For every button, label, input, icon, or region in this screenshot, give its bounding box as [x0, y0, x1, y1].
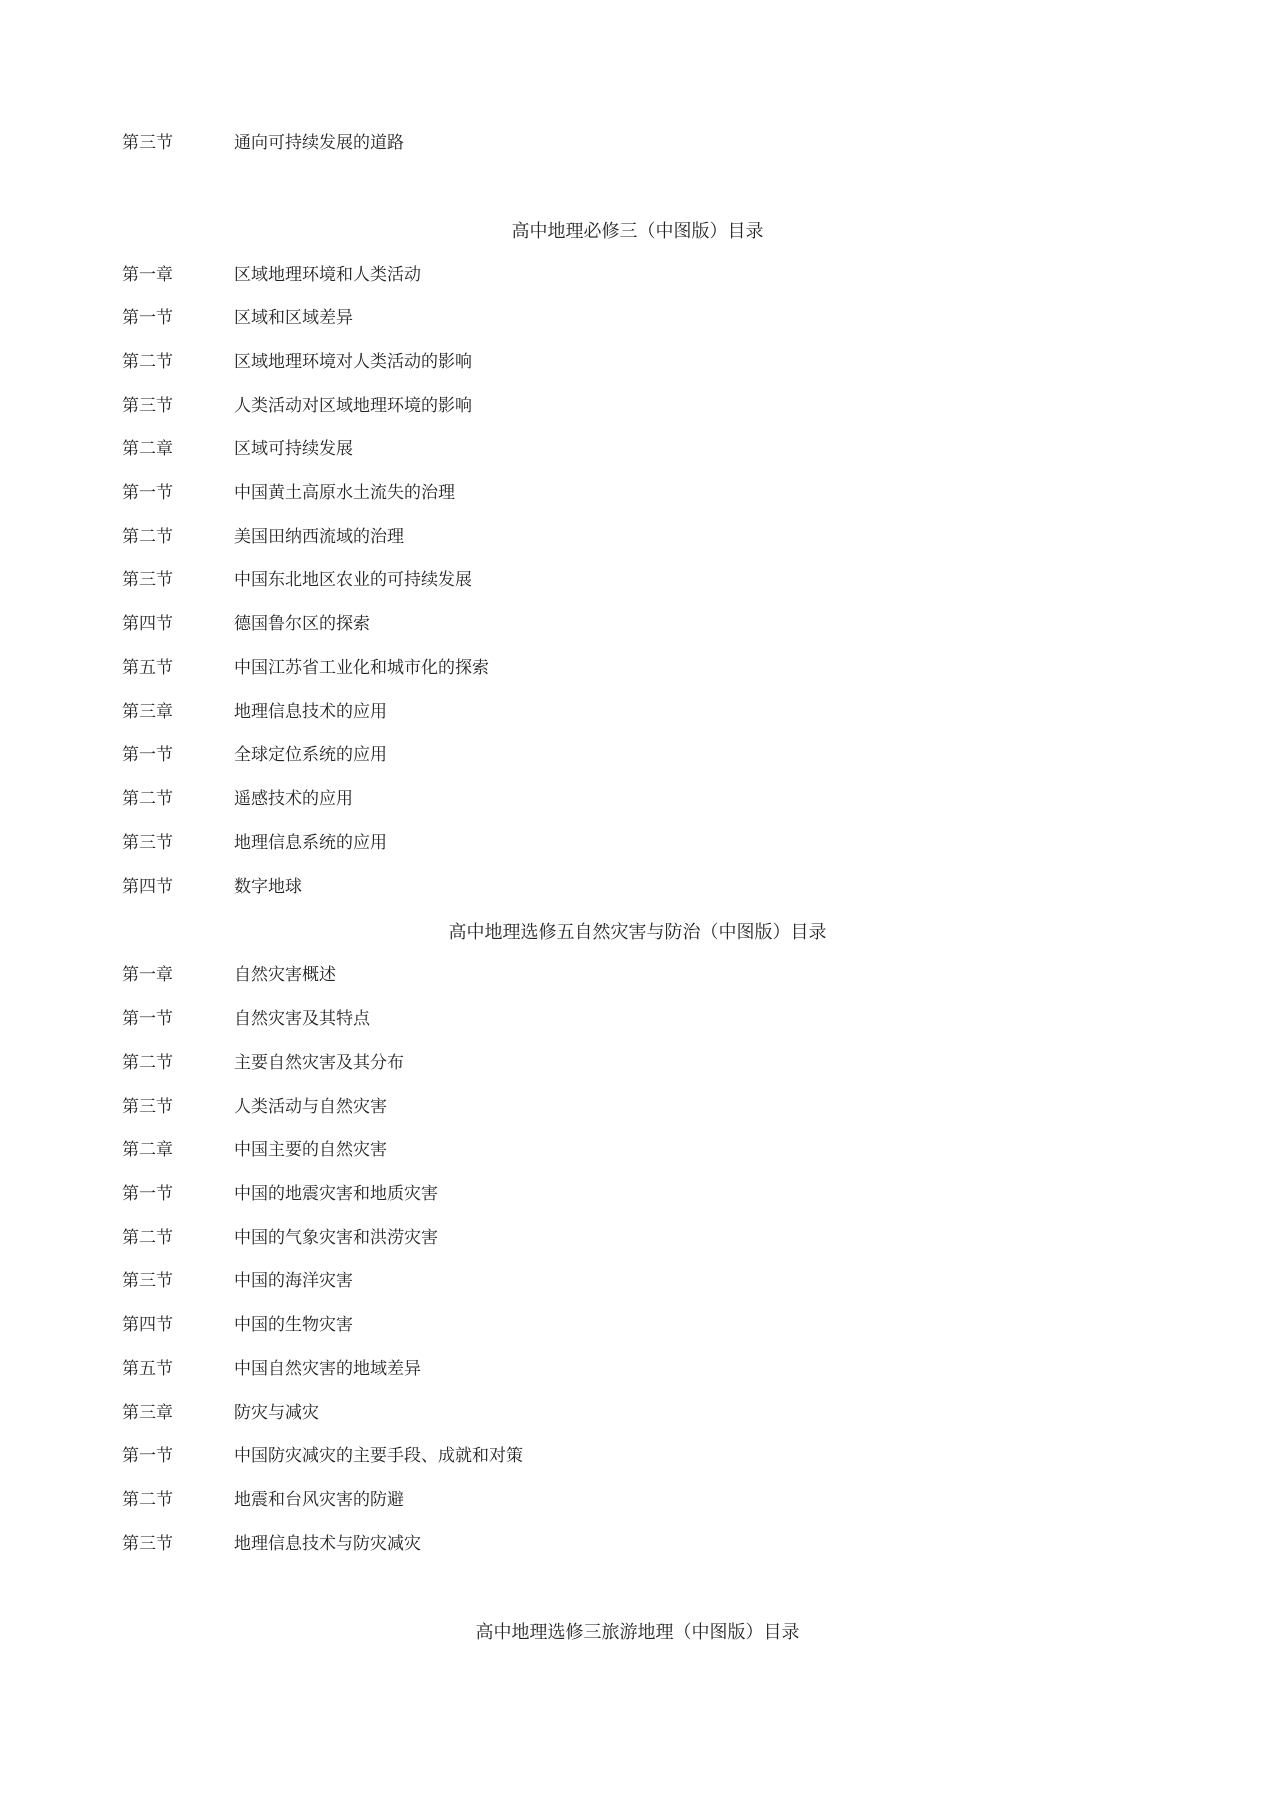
entry-label: 第二节	[122, 352, 173, 372]
entry-label: 第一章	[122, 265, 173, 285]
section-heading: 高中地理选修五自然灾害与防治（中图版）目录	[448, 922, 827, 943]
entry-label: 第二节	[122, 789, 173, 809]
entry-title: 全球定位系统的应用	[234, 745, 387, 765]
entry-label: 第一节	[122, 308, 173, 328]
entry-title: 中国东北地区农业的可持续发展	[234, 570, 472, 590]
section-heading: 高中地理选修三旅游地理（中图版）目录	[475, 1622, 800, 1643]
entry-title: 德国鲁尔区的探索	[234, 614, 370, 634]
entry-label: 第四节	[122, 877, 173, 897]
entry-label: 第一节	[122, 483, 173, 503]
entry-title: 人类活动与自然灾害	[234, 1097, 387, 1117]
entry-label: 第三节	[122, 1534, 173, 1554]
entry-label: 第三节	[122, 1097, 173, 1117]
entry-title: 中国的海洋灾害	[234, 1271, 353, 1291]
entry-title: 主要自然灾害及其分布	[234, 1053, 404, 1073]
entry-label: 第二节	[122, 1053, 173, 1073]
entry-title: 中国的生物灾害	[234, 1315, 353, 1335]
entry-title: 自然灾害概述	[234, 965, 336, 985]
entry-title: 遥感技术的应用	[234, 789, 353, 809]
entry-title: 人类活动对区域地理环境的影响	[234, 396, 472, 416]
entry-label: 第二章	[122, 1140, 173, 1160]
entry-label: 第二章	[122, 439, 173, 459]
entry-label: 第一节	[122, 1446, 173, 1466]
entry-title: 中国防灾减灾的主要手段、成就和对策	[234, 1446, 523, 1466]
entry-title: 中国的气象灾害和洪涝灾害	[234, 1228, 438, 1248]
entry-label: 第三章	[122, 702, 173, 722]
entry-title: 地震和台风灾害的防避	[234, 1490, 404, 1510]
entry-title: 通向可持续发展的道路	[234, 133, 404, 153]
entry-label: 第一节	[122, 745, 173, 765]
entry-label: 第二节	[122, 527, 173, 547]
entry-label: 第一章	[122, 965, 173, 985]
entry-title: 区域地理环境和人类活动	[234, 265, 421, 285]
entry-label: 第三节	[122, 133, 173, 153]
entry-label: 第二节	[122, 1490, 173, 1510]
entry-label: 第三节	[122, 1271, 173, 1291]
section-heading: 高中地理必修三（中图版）目录	[511, 221, 764, 242]
entry-label: 第五节	[122, 1359, 173, 1379]
entry-title: 中国黄土高原水土流失的治理	[234, 483, 455, 503]
entry-title: 美国田纳西流域的治理	[234, 527, 404, 547]
entry-title: 中国自然灾害的地域差异	[234, 1359, 421, 1379]
entry-title: 区域可持续发展	[234, 439, 353, 459]
entry-title: 区域和区域差异	[234, 308, 353, 328]
entry-label: 第三节	[122, 396, 173, 416]
entry-label: 第四节	[122, 1315, 173, 1335]
entry-title: 地理信息技术与防灾减灾	[234, 1534, 421, 1554]
entry-title: 区域地理环境对人类活动的影响	[234, 352, 472, 372]
entry-title: 防灾与减灾	[234, 1403, 319, 1423]
entry-title: 中国的地震灾害和地质灾害	[234, 1184, 438, 1204]
entry-title: 地理信息系统的应用	[234, 833, 387, 853]
entry-title: 自然灾害及其特点	[234, 1009, 370, 1029]
entry-label: 第五节	[122, 658, 173, 678]
entry-label: 第一节	[122, 1184, 173, 1204]
entry-label: 第四节	[122, 614, 173, 634]
entry-title: 中国江苏省工业化和城市化的探索	[234, 658, 489, 678]
entry-label: 第一节	[122, 1009, 173, 1029]
entry-title: 中国主要的自然灾害	[234, 1140, 387, 1160]
entry-label: 第三节	[122, 570, 173, 590]
entry-label: 第二节	[122, 1228, 173, 1248]
entry-title: 地理信息技术的应用	[234, 702, 387, 722]
entry-title: 数字地球	[234, 877, 302, 897]
entry-label: 第三章	[122, 1403, 173, 1423]
entry-label: 第三节	[122, 833, 173, 853]
